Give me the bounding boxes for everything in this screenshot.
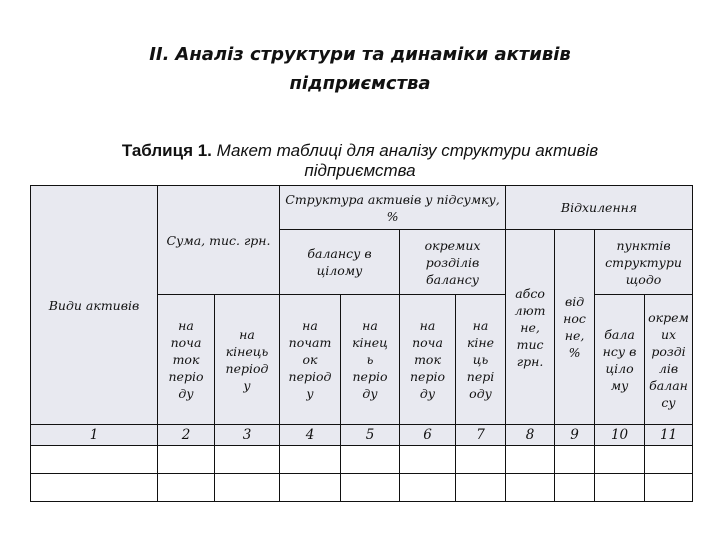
heading-number: II. [149,44,170,65]
table-cell [341,474,400,502]
header-text-line: их [660,326,677,342]
header-absolute [506,230,555,425]
header-text-line: ь [366,352,374,367]
header-text-line: почат [288,335,332,350]
header-text-line: у [243,377,251,393]
header-text-line: кінец [352,335,388,350]
header-points-sections [645,295,693,425]
header-text-line: від [564,294,585,309]
column-number: 7 [456,425,506,446]
table-cell [595,446,645,474]
header-text-line: не, [564,328,585,343]
header-text-line: поча [170,335,202,350]
table-cell [31,474,158,502]
header-text-line: поча [412,335,443,350]
header-text-line: оду [469,386,492,401]
header-text-line: щодо [625,271,662,287]
table-cell [595,474,645,502]
column-number: 4 [280,425,341,446]
header-text-line: структури [605,254,682,270]
header-sum-end [215,295,280,425]
header-text-line: періо [352,369,388,384]
header-text-line: кінець [225,343,269,359]
caption-text-line1: Макет таблиці для аналізу структури активів [216,141,599,160]
column-number-row [31,425,693,446]
table-cell [158,446,215,474]
table-row [31,474,693,502]
table-row [31,446,693,474]
header-text-line: на [239,326,255,342]
table-cell [506,474,555,502]
header-text-line: му [610,377,629,393]
header-text-line: періо [168,369,204,384]
table-cell [555,474,595,502]
header-sections [400,230,506,295]
header-balance-total [280,230,400,295]
table-cell [215,474,280,502]
column-number: 2 [158,425,215,446]
header-text-line: ду [362,386,378,401]
header-text-line: ок [302,352,318,367]
header-text-line: лют [514,302,546,318]
table-cell [341,446,400,474]
header-text-line: су [661,394,676,410]
table-cell [215,446,280,474]
header-text-line: ток [172,352,200,367]
header-text-line: цілому [316,263,363,278]
header-structure: Структура активів у підсумку, % [280,186,506,230]
column-number: 6 [400,425,456,446]
column-number: 8 [506,425,555,446]
header-text-line: ду [178,386,194,401]
heading-line1-text: Аналіз структури та динаміки активів [175,44,571,65]
header-text-line: балансу в [307,246,372,261]
table-cell [158,474,215,502]
table-cell [456,446,506,474]
header-balance-end [341,295,400,425]
header-text-line: нсу в [602,343,637,359]
header-text-line: бала [604,326,635,342]
header-text-line: на [472,318,489,333]
header-text-line: на [362,318,378,333]
caption-text-line2: підприємства [304,161,416,180]
header-text-line: періо [410,369,445,384]
header-relative [555,230,595,425]
table-caption [60,141,660,181]
heading-line-1 [0,40,720,69]
section-heading [0,40,720,98]
header-sections-start [400,295,456,425]
header-sections-end [456,295,506,425]
table-cell [280,474,341,502]
heading-line-2: підприємства [289,73,431,94]
header-text-line: окрем [648,309,689,325]
header-text-line: розді [651,343,686,359]
header-text-line: ток [414,352,441,367]
header-text-line: ду [419,386,436,401]
column-number: 11 [645,425,693,446]
header-text-line: ць [472,352,489,367]
header-sum: Сума, тис. грн. [158,186,280,295]
header-text-line: на [302,318,318,333]
header-text-line: кіне [466,335,495,350]
caption-label: Таблиця 1. [121,141,212,160]
header-text-line: пері [466,369,495,384]
header-balance-start [280,295,341,425]
header-structure-points [595,230,693,295]
table-cell [400,446,456,474]
header-points-balance [595,295,645,425]
header-text-line: нос [563,311,586,326]
header-text-line: період [225,360,269,376]
header-sum-start [158,295,215,425]
header-text-line: у [306,386,314,401]
header-text-line: лів [658,360,679,376]
table-cell [280,446,341,474]
header-text-line: окремих [424,237,481,253]
table-cell [456,474,506,502]
asset-structure-table [30,185,693,502]
header-text-line: на [419,318,436,333]
column-number: 10 [595,425,645,446]
column-number: 5 [341,425,400,446]
header-text-line: розділів [425,254,480,270]
header-text-line: ціло [605,360,634,376]
table-cell [506,446,555,474]
header-text-line: балансу [426,271,480,287]
header-text-line: балан [649,377,688,393]
header-text-line: на [178,318,194,333]
header-text-line: % [568,345,581,360]
header-deviation: Відхилення [506,186,693,230]
header-text-line: тис [516,336,544,352]
table-cell [31,446,158,474]
header-text-line: грн. [516,353,544,369]
table-cell [645,446,693,474]
header-text-line: пунктів [616,237,671,253]
column-number: 3 [215,425,280,446]
table-cell [555,446,595,474]
header-text-line: абсо [515,285,545,301]
table-cell [400,474,456,502]
column-number: 9 [555,425,595,446]
header-text-line: не, [520,319,540,335]
header-asset-types: Види активів [31,186,158,425]
header-text-line: період [288,369,332,384]
column-number: 1 [31,425,158,446]
table-cell [645,474,693,502]
